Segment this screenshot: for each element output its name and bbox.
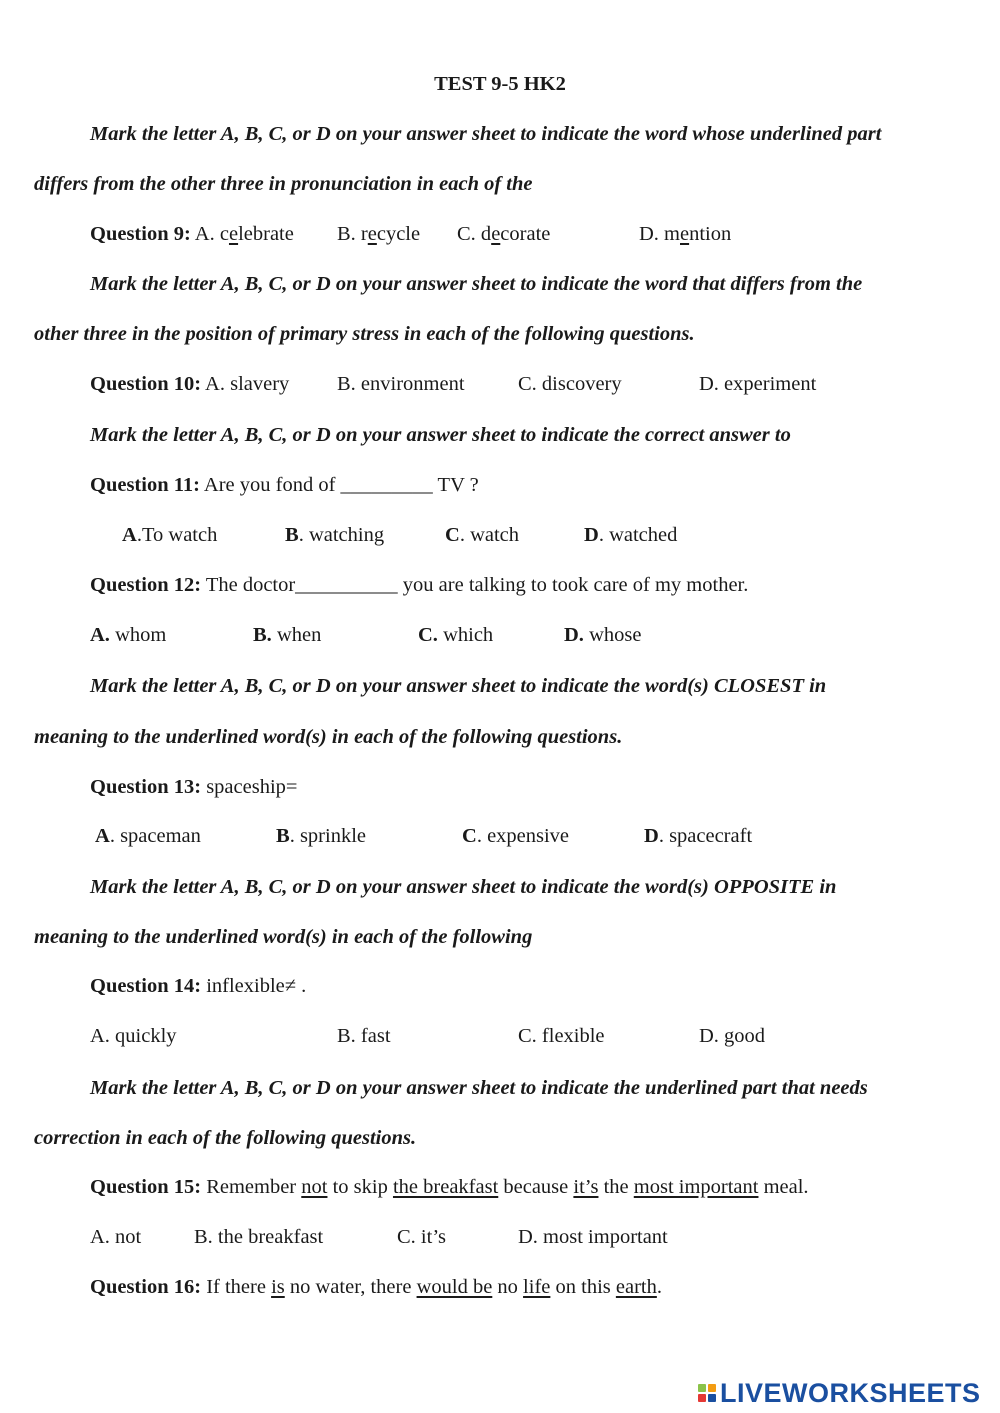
question-13 <box>90 774 297 800</box>
q12-option-a[interactable]: A. whom <box>90 624 167 646</box>
q15-option-b[interactable]: B. the breakfast <box>194 1226 324 1248</box>
q11-option-b[interactable]: B. watching <box>285 524 385 546</box>
question-10-label: Question 10: <box>90 373 202 395</box>
instruction-stress-line2: other three in the position of primary stress in each of the following questions. <box>34 323 695 345</box>
instruction-pronunciation-line1: Mark the letter A, B, C, or D on your answer sheet to indicate the word whose underlined part <box>90 123 882 145</box>
question-14-label: Question 14: <box>90 975 202 997</box>
q15-option-a[interactable]: A. not <box>90 1226 142 1248</box>
question-14 <box>90 973 306 999</box>
q9-option-b[interactable]: B. recycle <box>337 223 421 245</box>
q12-option-d[interactable]: D. whose <box>564 624 642 646</box>
q14-option-a[interactable]: A. quickly <box>90 1025 177 1047</box>
q13-option-c[interactable]: C. expensive <box>462 825 570 847</box>
q9-option-c[interactable]: C. decorate <box>457 223 551 245</box>
instruction-correct-answer: Mark the letter A, B, C, or D on your answer sheet to indicate the correct answer to <box>90 424 791 446</box>
instruction-correction-line1: Mark the letter A, B, C, or D on your answer sheet to indicate the underlined part that needs <box>90 1077 868 1099</box>
page-title: TEST 9-5 HK2 <box>434 73 566 95</box>
question-11 <box>90 472 479 498</box>
question-9: Question 9: A. celebrate <box>90 223 294 245</box>
q11-option-a[interactable]: A.To watch <box>122 524 218 546</box>
instruction-closest-line1: Mark the letter A, B, C, or D on your answer sheet to indicate the word(s) CLOSEST in <box>90 675 827 697</box>
q10-option-c[interactable]: C. discovery <box>518 373 622 395</box>
question-15: Question 15: Remember not to skip the breakfast because it’s the most important meal. <box>90 1176 809 1198</box>
liveworksheets-logo[interactable] <box>698 1375 981 1411</box>
question-10 <box>90 371 289 397</box>
question-9-label: Question 9: <box>90 223 191 245</box>
q14-option-d[interactable]: D. good <box>699 1025 766 1047</box>
question-13-text: spaceship= <box>201 776 298 798</box>
question-11-text: Are you fond of _________ TV ? <box>199 474 479 496</box>
q15-option-d[interactable]: D. most important <box>518 1226 668 1248</box>
q14-option-c[interactable]: C. flexible <box>518 1025 605 1047</box>
question-12-text: The doctor__________ you are talking to took care of my mother. <box>201 574 749 596</box>
q10-option-b[interactable]: B. environment <box>337 373 465 395</box>
question-11-label: Question 11: <box>90 474 200 496</box>
q11-option-d[interactable]: D. watched <box>584 524 678 546</box>
q13-option-a[interactable]: A. spaceman <box>95 825 201 847</box>
instruction-stress-line1: Mark the letter A, B, C, or D on your answer sheet to indicate the word that differs from the <box>90 273 863 295</box>
q12-option-b[interactable]: B. when <box>253 624 322 646</box>
instruction-opposite-line2: meaning to the underlined word(s) in each of the following <box>34 926 533 948</box>
logo-text: LIVEWORKSHEETS <box>720 1377 981 1408</box>
question-12-label: Question 12: <box>90 574 202 596</box>
instruction-pronunciation-line2: differs from the other three in pronunciation in each of the <box>34 173 533 195</box>
q10-option-a[interactable]: A. slavery <box>201 373 290 395</box>
instruction-opposite-line1: Mark the letter A, B, C, or D on your answer sheet to indicate the word(s) OPPOSITE in <box>90 876 837 898</box>
question-16: Question 16: If there is no water, there would be no life on this earth. <box>90 1276 662 1298</box>
question-13-label: Question 13: <box>90 776 202 798</box>
q13-option-d[interactable]: D. spacecraft <box>644 825 753 847</box>
question-15-label: Question 15: <box>90 1176 202 1198</box>
question-12 <box>90 572 748 598</box>
q13-option-b[interactable]: B. sprinkle <box>276 825 366 847</box>
instruction-correction-line2: correction in each of the following questions. <box>34 1127 417 1149</box>
q11-option-c[interactable]: C. watch <box>445 524 520 546</box>
q9-option-d[interactable]: D. mention <box>639 223 732 245</box>
question-14-text: inflexible≠ . <box>201 975 307 997</box>
q15-option-c[interactable]: C. it’s <box>397 1226 446 1248</box>
q10-option-d[interactable]: D. experiment <box>699 373 817 395</box>
logo-grid-icon <box>698 1384 716 1402</box>
q14-option-b[interactable]: B. fast <box>337 1025 391 1047</box>
q12-option-c[interactable]: C. which <box>418 624 494 646</box>
instruction-closest-line2: meaning to the underlined word(s) in each of the following questions. <box>34 726 623 748</box>
question-16-label: Question 16: <box>90 1276 202 1298</box>
